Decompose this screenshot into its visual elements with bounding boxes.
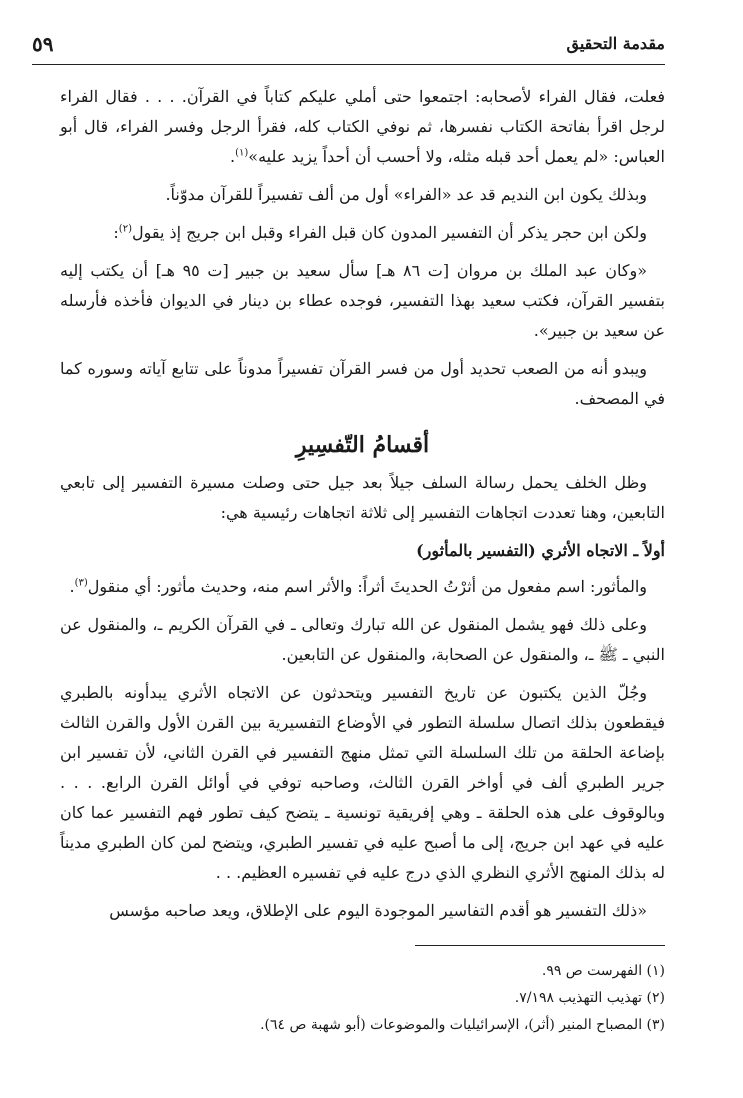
footnote: (١) الفهرست ص ٩٩. — [541, 963, 665, 979]
paragraph: وبذلك يكون ابن النديم قد عد «الفراء» أول من ألف تفسيراً للقرآن مدوّناً. — [165, 185, 647, 204]
footnote-ref[interactable]: (٣) — [74, 577, 88, 589]
footnote-divider — [415, 945, 665, 946]
paragraph: ويبدو أنه من الصعب تحديد أول من فسر القرآن تفسيراً مدوناً على تتابع آياته وسوره كما في المصحف. — [60, 359, 665, 408]
page-header — [32, 30, 665, 65]
footnote-ref[interactable]: (١) — [235, 147, 249, 159]
footnote: (٣) المصباح المنير (أثر)، الإسرائيليات والموضوعات (أبو شهبة ص ٦٤). — [260, 1017, 665, 1033]
paragraph: وظل الخلف يحمل رسالة السلف جيلاً بعد جيل حتى وصلت مسيرة التفسير إلى تابعي التابعين، وهنا تعددت اتجاهات التفسير إلى ثلاثة اتجاهات رئيسية هي: — [60, 473, 665, 522]
page-number: ٥٩ — [32, 32, 54, 56]
section-title: أقسامُ التّفسِيرِ — [295, 432, 430, 458]
main-text — [60, 82, 665, 934]
running-title: مقدمة التحقيق — [566, 34, 665, 53]
subheading: أولاً ـ الاتجاه الأثري (التفسير بالمأثور) — [416, 541, 665, 560]
paragraph: وعلى ذلك فهو يشمل المنقول عن الله تبارك وتعالى ـ في القرآن الكريم ـ، والمنقول عن النبي ـ ﷺ ـ، والمنقول عن الصحابة، والمنقول عن التابعين. — [60, 615, 665, 664]
footnote: (٢) تهذيب التهذيب ٧/١٩٨. — [514, 990, 665, 1006]
paragraph: والمأثور: اسم مفعول من أثرْتُ الحديثَ أثراً: والأثر اسم منه، وحديث مأثور: أي منقول$^{(٣)}$. — [69, 577, 647, 596]
paragraph: فعلت، فقال الفراء لأصحابه: اجتمعوا حتى أملي عليكم كتاباً في القرآن. . . . فقال الفراء لرجل اقرأ بفاتحة الكتاب نفسرها، ثم نوفي الكتاب كله، فقرأ الرجل وفسر الفراء، قال أبو العباس: «لم يعمل أحد قبله مثله، ولا أحسب أن أحداً يزيد عليه»$^{(١)}$. — [60, 87, 666, 166]
quotation: «وكان عبد الملك بن مروان [ت ٨٦ هـ] سأل سعيد بن جبير [ت ٩٥ هـ] أن يكتب إليه بتفسير القرآن، فكتب سعيد بهذا التفسير، فوجده عطاء بن دينار في الديوان فأخذه فأرسله عن سعيد بن جبير». — [60, 261, 665, 340]
paragraph: «ذلك التفسير هو أقدم التفاسير الموجودة اليوم على الإطلاق، ويعد صاحبه مؤسس — [109, 901, 647, 920]
paragraph: ولكن ابن حجر يذكر أن التفسير المدون كان قبل الفراء وقبل ابن جريج إذ يقول$^{(٢)}$: — [113, 223, 647, 242]
footnote-ref[interactable]: (٢) — [118, 223, 132, 235]
paragraph: وجُلّ الذين يكتبون عن تاريخ التفسير ويتحدثون عن الاتجاه الأثري يبدأونه بالطبري فيقطعون بذلك اتصال سلسلة التطور في الأوضاع التفسيرية بين القرن الأول والقرن الثالث بإضاعة الحلقة من تلك السلسلة التي تمثل منهج التفسير في القرن الثاني، لأن تفسير ابن جرير الطبري ألف في أواخر القرن الثالث، وصاحبه توفي في أوائل القرن الرابع. . . . وبالوقوف على هذه الحلقة ـ وهي إفريقية تونسية ـ يتضح كيف تطور فهم التفسير عما كان عليه في عهد ابن جريج، إلى ما أصبح عليه في تفسير الطبري، ويتضح لمن كان الطبري مديناً له بذلك المنهج الأثري النظري الذي درج عليه في تفسيره العظيم. . . — [60, 683, 666, 882]
footnotes — [60, 945, 665, 1039]
